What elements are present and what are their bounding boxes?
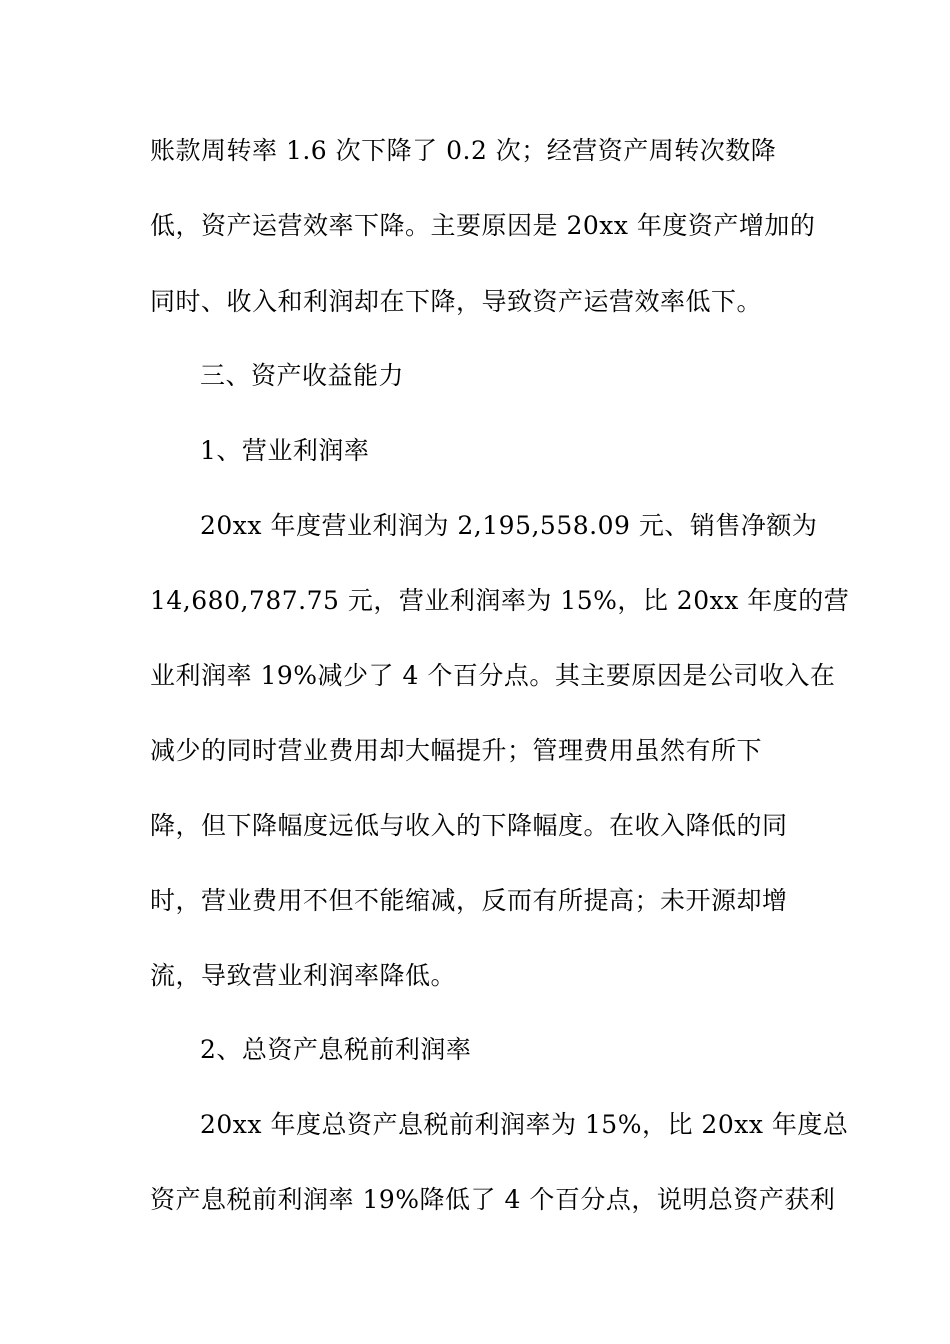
paragraph-line: 时，营业费用不但不能缩减，反而有所提高；未开源却增 xyxy=(150,886,788,915)
subsection-heading: 2、总资产息税前利润率 xyxy=(200,1035,472,1064)
paragraph-line: 减少的同时营业费用却大幅提升；管理费用虽然有所下 xyxy=(150,736,763,765)
paragraph-line: 14,680,787.75 元，营业利润率为 15%，比 20xx 年度的营 xyxy=(150,586,850,615)
paragraph-line: 业利润率 19%减少了 4 个百分点。其主要原因是公司收入在 xyxy=(150,661,836,690)
paragraph-line: 资产息税前利润率 19%降低了 4 个百分点，说明总资产获利 xyxy=(150,1185,836,1214)
paragraph-line: 低，资产运营效率下降。主要原因是 20xx 年度资产增加的 xyxy=(150,211,816,240)
paragraph-line: 20xx 年度总资产息税前利润率为 15%，比 20xx 年度总 xyxy=(200,1110,849,1139)
subsection-heading: 1、营业利润率 xyxy=(200,436,370,465)
paragraph-line: 降，但下降幅度远低与收入的下降幅度。在收入降低的同 xyxy=(150,811,788,840)
section-heading: 三、资产收益能力 xyxy=(200,361,405,390)
paragraph-line: 流，导致营业利润率降低。 xyxy=(150,961,457,990)
paragraph-line: 账款周转率 1.6 次下降了 0.2 次；经营资产周转次数降 xyxy=(150,136,777,165)
paragraph-line: 20xx 年度营业利润为 2,195,558.09 元、销售净额为 xyxy=(200,511,818,540)
paragraph-line: 同时、收入和利润却在下降，导致资产运营效率低下。 xyxy=(150,287,763,316)
